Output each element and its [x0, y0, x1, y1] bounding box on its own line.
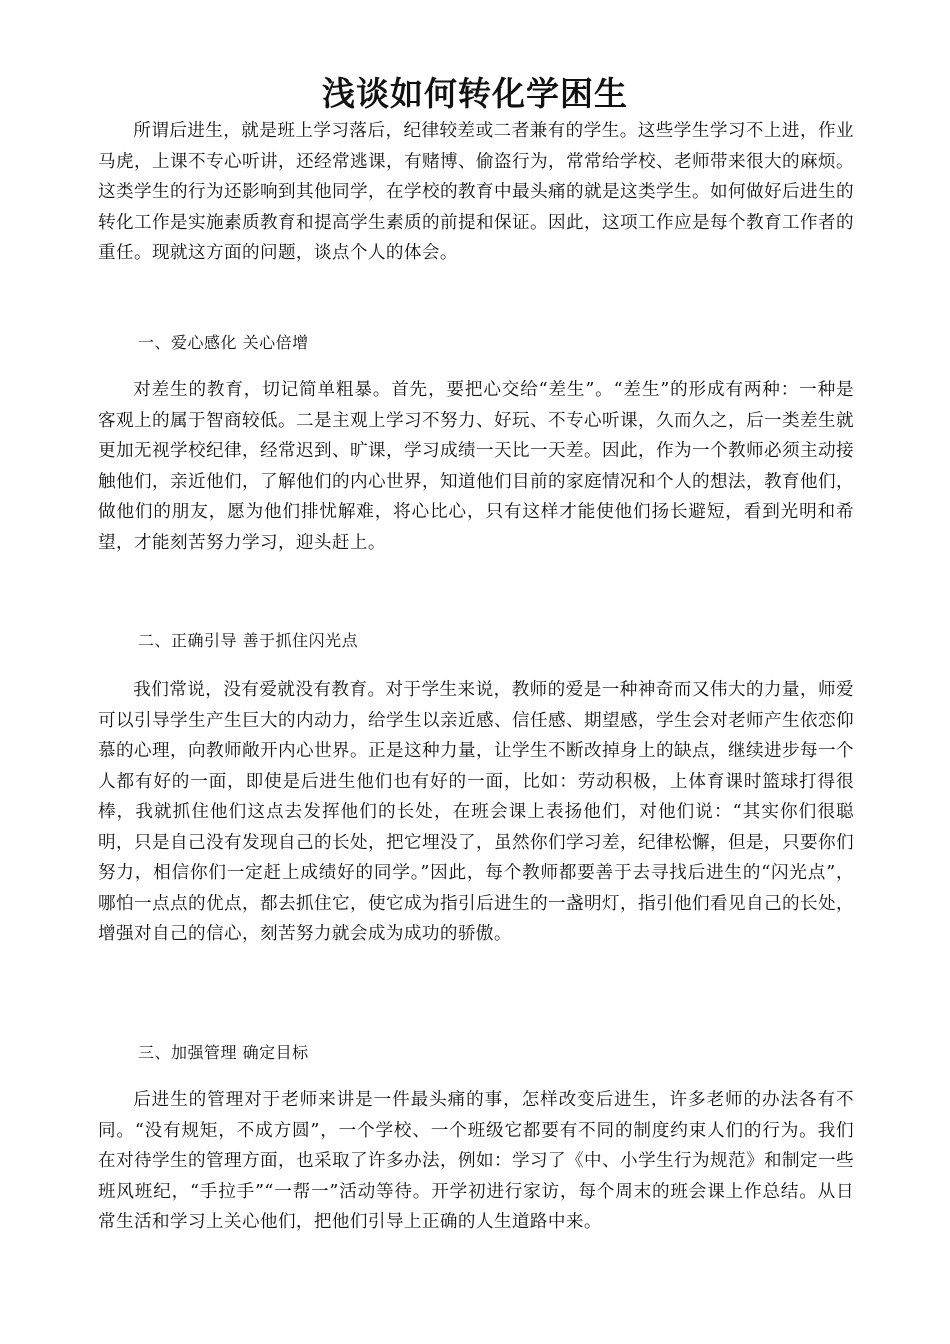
- section-body-3: 后进生的管理对于老师来讲是一件最头痛的事，怎样改变后进生，许多老师的办法各有不同。“没有规矩，不成方圆”，一个学校、一个班级它都要有不同的制度约束人们的行为。我们在对待学生的管理方面，也采取了许多办法，例如：学习了《中、小学生行为规范》和制定一些班风班纪，“手拉手”“一帮一”活动等待。开学初进行家访，每个周末的班会课上作总结。从日常生活和学习上关心他们，把他们引导上正确的人生道路中来。: [98, 1090, 854, 1232]
- section-heading-3: 三、加强管理 确定目标: [138, 1043, 309, 1062]
- intro-paragraph: 所谓后进生，就是班上学习落后，纪律较差或二者兼有的学生。这些学生学习不上进，作业马虎，上课不专心听讲，还经常逃课，有赌博、偷盗行为，常常给学校、老师带来很大的麻烦。这类学生的行为还影响到其他同学，在学校的教育中最头痛的就是这类学生。如何做好后进生的转化工作是实施素质教育和提高学生素质的前提和保证。因此，这项工作应是每个教育工作者的重任。现就这方面的问题，谈点个人的体会。: [98, 121, 854, 263]
- document-title: 浅谈如何转化学困生: [322, 74, 628, 113]
- section-heading-2: 二、正确引导 善于抓住闪光点: [138, 631, 359, 650]
- section-body-2: 我们常说，没有爱就没有教育。对于学生来说，教师的爱是一种神奇而又伟大的力量，师爱可以引导学生产生巨大的内动力，给学生以亲近感、信任感、期望感，学生会对老师产生依恋仰慕的心理，向教师敞开内心世界。正是这种力量，让学生不断改掉身上的缺点，继续进步每一个人都有好的一面，即使是后进生他们也有好的一面，比如：劳动积极，上体育课时篮球打得很棒，我就抓住他们这点去发挥他们的长处，在班会课上表扬他们，对他们说：“其实你们很聪明，只是自己没有发现自己的长处，把它埋没了，虽然你们学习差，纪律松懈，但是，只要你们努力，相信你们一定赶上成绩好的同学。”因此，每个教师都要善于去寻找后进生的“闪光点”，哪怕一点点的优点，都去抓住它，使它成为指引后进生的一盏明灯，指引他们看见自己的长处，增强对自己的信心，刻苦努力就会成为成功的骄傲。: [98, 680, 854, 944]
- section-heading-1: 一、爱心感化 关心倍增: [138, 333, 309, 352]
- section-body-1: 对差生的教育，切记简单粗暴。首先，要把心交给“差生”。“差生”的形成有两种：一种是客观上的属于智商较低。二是主观上学习不努力、好玩、不专心听课，久而久之，后一类差生就更加无视学校纪律，经常迟到、旷课，学习成绩一天比一天差。因此，作为一个教师必须主动接触他们，亲近他们，了解他们的内心世界，知道他们目前的家庭情况和个人的想法，教育他们，做他们的朋友，愿为他们排忧解难，将心比心，只有这样才能使他们扬长避短，看到光明和希望，才能刻苦努力学习，迎头赶上。: [98, 380, 854, 553]
